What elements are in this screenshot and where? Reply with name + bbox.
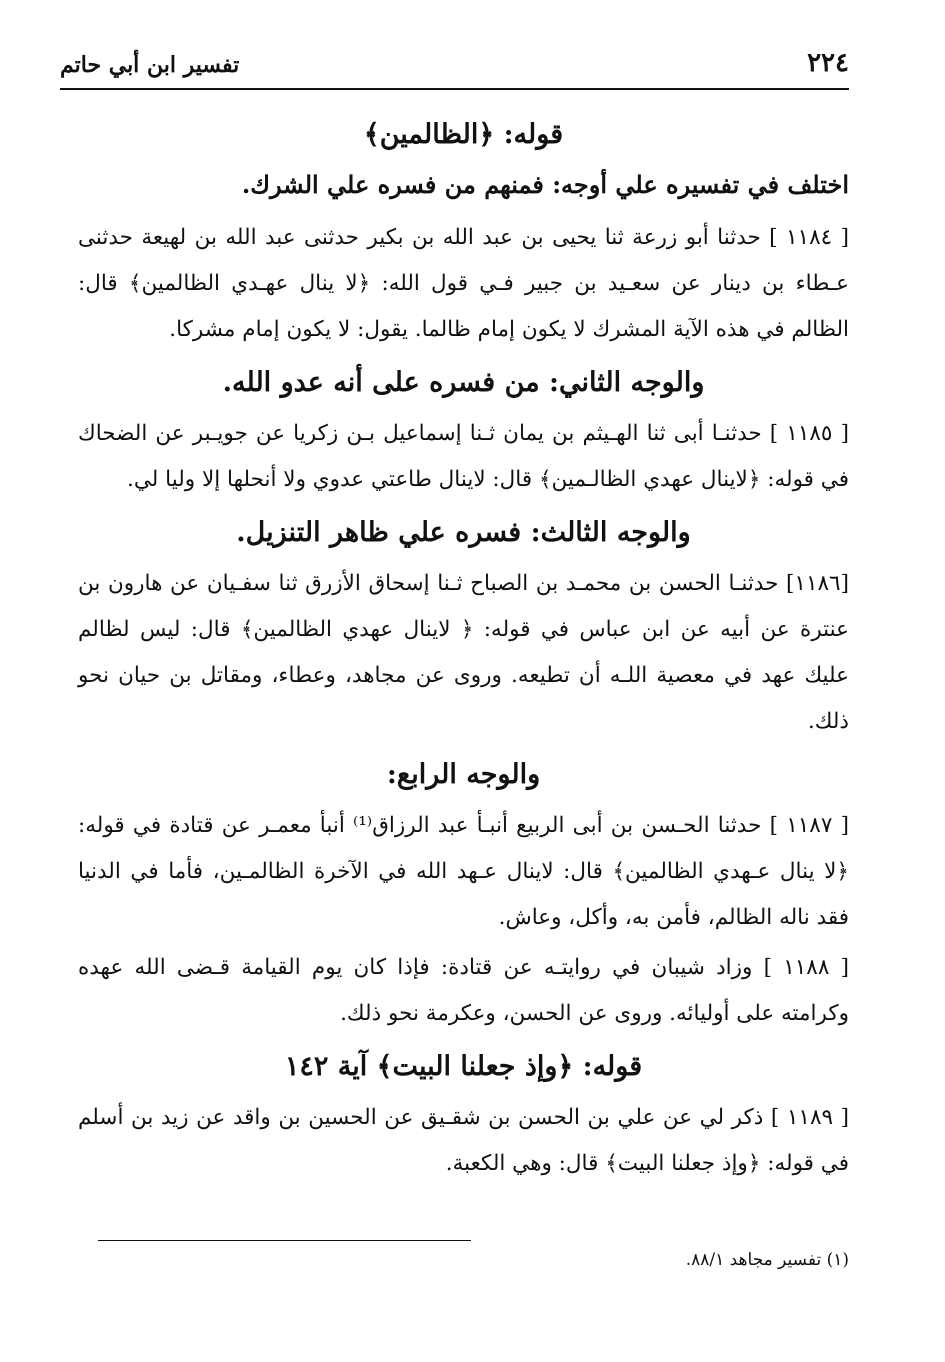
narration-1189: [ ١١٨٩ ] ذكر لي عن علي بن الحسن بن شقـيق عن الحسين بن واقد عن زيد بن أسلم في قوله: ﴿وإذ جعلنا البيت﴾ قال: وهي الكعبة.	[78, 1105, 849, 1176]
section-heading: والوجه الثالث: فسره علي ظاهر التنزيل.	[236, 517, 691, 548]
narration-1184: [ ١١٨٤ ] حدثنا أبو زرعة ثنا يحيى بن عبد الله بن بكير حدثنى عبد الله بن لهيعة حدثنى عـطاء بن دينار عن سعـيد بن جبير فـي قول الله: ﴿لا ينال عهـدي الظالمين﴾ قال: الظالم في هذه الآية المشرك لا يكون إمام ظالما. يقول: لا يكون إمام مشركا.	[78, 225, 849, 342]
page-body	[78, 105, 849, 1191]
narration-1187: [ ١١٨٧ ] حدثنا الحـسن بن أبى الربيع أنبـأ عبد الرزاق⁽¹⁾ أنبأ معمـر عن قتادة في قوله: ﴿لا ينال عـهدي الظالمين﴾ قال: لاينال عـهد الله في الآخرة الظالمـين، فأما في الدنيا فقد ناله الظالم، فأمن به، وأكل، وعاش.	[78, 813, 850, 930]
section-heading: قوله: ﴿الظالمين﴾	[363, 119, 564, 150]
section-heading: قوله: ﴿وإذ جعلنا البيت﴾ آية ١٤٢	[284, 1051, 643, 1082]
narration-1186: [١١٨٦] حدثنـا الحسن بن محمـد بن الصباح ثـنا إسحاق الأزرق ثنا سفـيان عن هارون بن عنترة عن أبيه عن ابن عباس في قوله: ﴿ لاينال عهدي الظالمين﴾ قال: ليس لظالم عليك عهد في معصية اللـه أن تطيعه. وروى عن مجاهد، وعطاء، ومقاتل بن حيان نحو ذلك.	[78, 571, 849, 734]
intro-line: اختلف في تفسيره علي أوجه: فمنهم من فسره علي الشرك.	[241, 170, 849, 199]
book-title: تفسير ابن أبي حاتم	[60, 52, 240, 78]
narration-1185: [ ١١٨٥ ] حدثنـا أبى ثنا الهـيثم بن يمان ثـنا إسماعيل بـن زكريا عن جويـبر عن الضحاك في قوله: ﴿لاينال عهدي الظالـمين﴾ قال: لاينال طاعتي عدوي ولا أنحلها إلا وليا لي.	[78, 421, 849, 492]
page-number: ٢٢٤	[807, 48, 849, 78]
footnote-divider	[98, 1240, 471, 1241]
page-header	[60, 38, 849, 90]
section-heading: والوجه الثاني: من فسره على أنه عدو الله.	[222, 367, 705, 398]
narration-1188: [ ١١٨٨ ] وزاد شيبان في روايتـه عن قتادة: فإذا كان يوم القيامة قـضى الله عهده وكرامته على أوليائه. وروى عن الحسن، وعكرمة نحو ذلك.	[78, 955, 849, 1026]
section-heading: والوجه الرابع:	[386, 759, 541, 790]
footnote: (١) تفسير مجاهد ٨٨/١.	[685, 1250, 849, 1270]
